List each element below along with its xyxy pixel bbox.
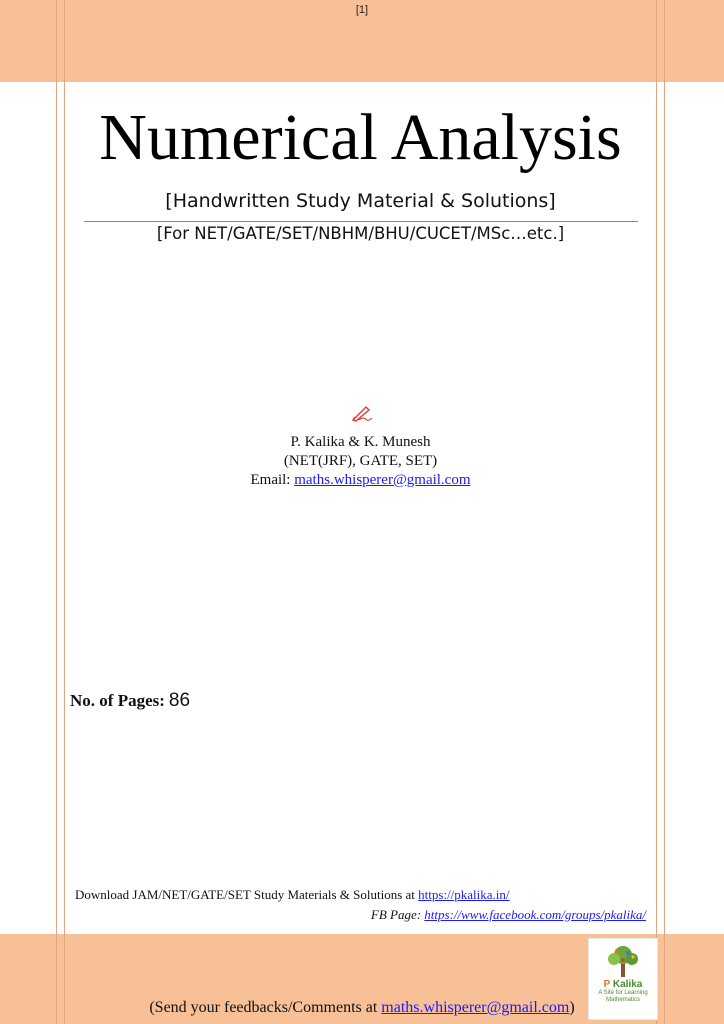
pkalika-logo[interactable]	[588, 938, 658, 1020]
logo-name-rest: Kalika	[610, 979, 643, 990]
author-email-line	[64, 471, 657, 490]
right-outer-border	[664, 0, 665, 1024]
feedback-suffix: )	[569, 999, 575, 1016]
logo-name-p: P	[603, 979, 611, 990]
exam-list: [For NET/GATE/SET/NBHM/BHU/CUCET/MSc…etc.]	[156, 224, 565, 243]
author-names: P. Kalika & K. Munesh	[290, 434, 431, 450]
page-count-label: No. of Pages:	[70, 691, 165, 710]
fb-label: FB Page:	[370, 907, 425, 922]
document-subtitle: [Handwritten Study Material & Solutions]	[165, 190, 556, 212]
facebook-link[interactable]: https://www.facebook.com/groups/pkalika/	[424, 907, 646, 922]
feedback-email-link[interactable]: maths.whisperer@gmail.com	[381, 999, 570, 1016]
logo-name	[589, 979, 657, 990]
tree-logo-icon	[603, 943, 643, 979]
email-label: Email:	[250, 472, 295, 488]
feedback-prefix: (Send your feedbacks/Comments at	[149, 999, 382, 1016]
facebook-line	[371, 907, 646, 923]
pen-writing-icon	[351, 404, 373, 422]
download-link[interactable]: https://pkalika.in/	[418, 887, 510, 902]
logo-tagline-1: A Site for Learning	[598, 990, 648, 996]
left-outer-border	[56, 0, 57, 1024]
download-text: Download JAM/NET/GATE/SET Study Materials & Solutions at	[75, 887, 419, 902]
author-email-link[interactable]: maths.whisperer@gmail.com	[294, 472, 471, 488]
author-qualifications: (NET(JRF), GATE, SET)	[283, 453, 438, 469]
page-number: [1]	[355, 4, 369, 16]
page-count-value: 86	[168, 690, 191, 711]
page-count	[70, 690, 190, 712]
download-line	[75, 887, 510, 903]
document-title: Numerical Analysis	[99, 101, 622, 174]
author-block	[64, 433, 657, 490]
logo-tagline-2: Mathematics	[605, 997, 640, 1003]
title-divider	[84, 221, 638, 222]
